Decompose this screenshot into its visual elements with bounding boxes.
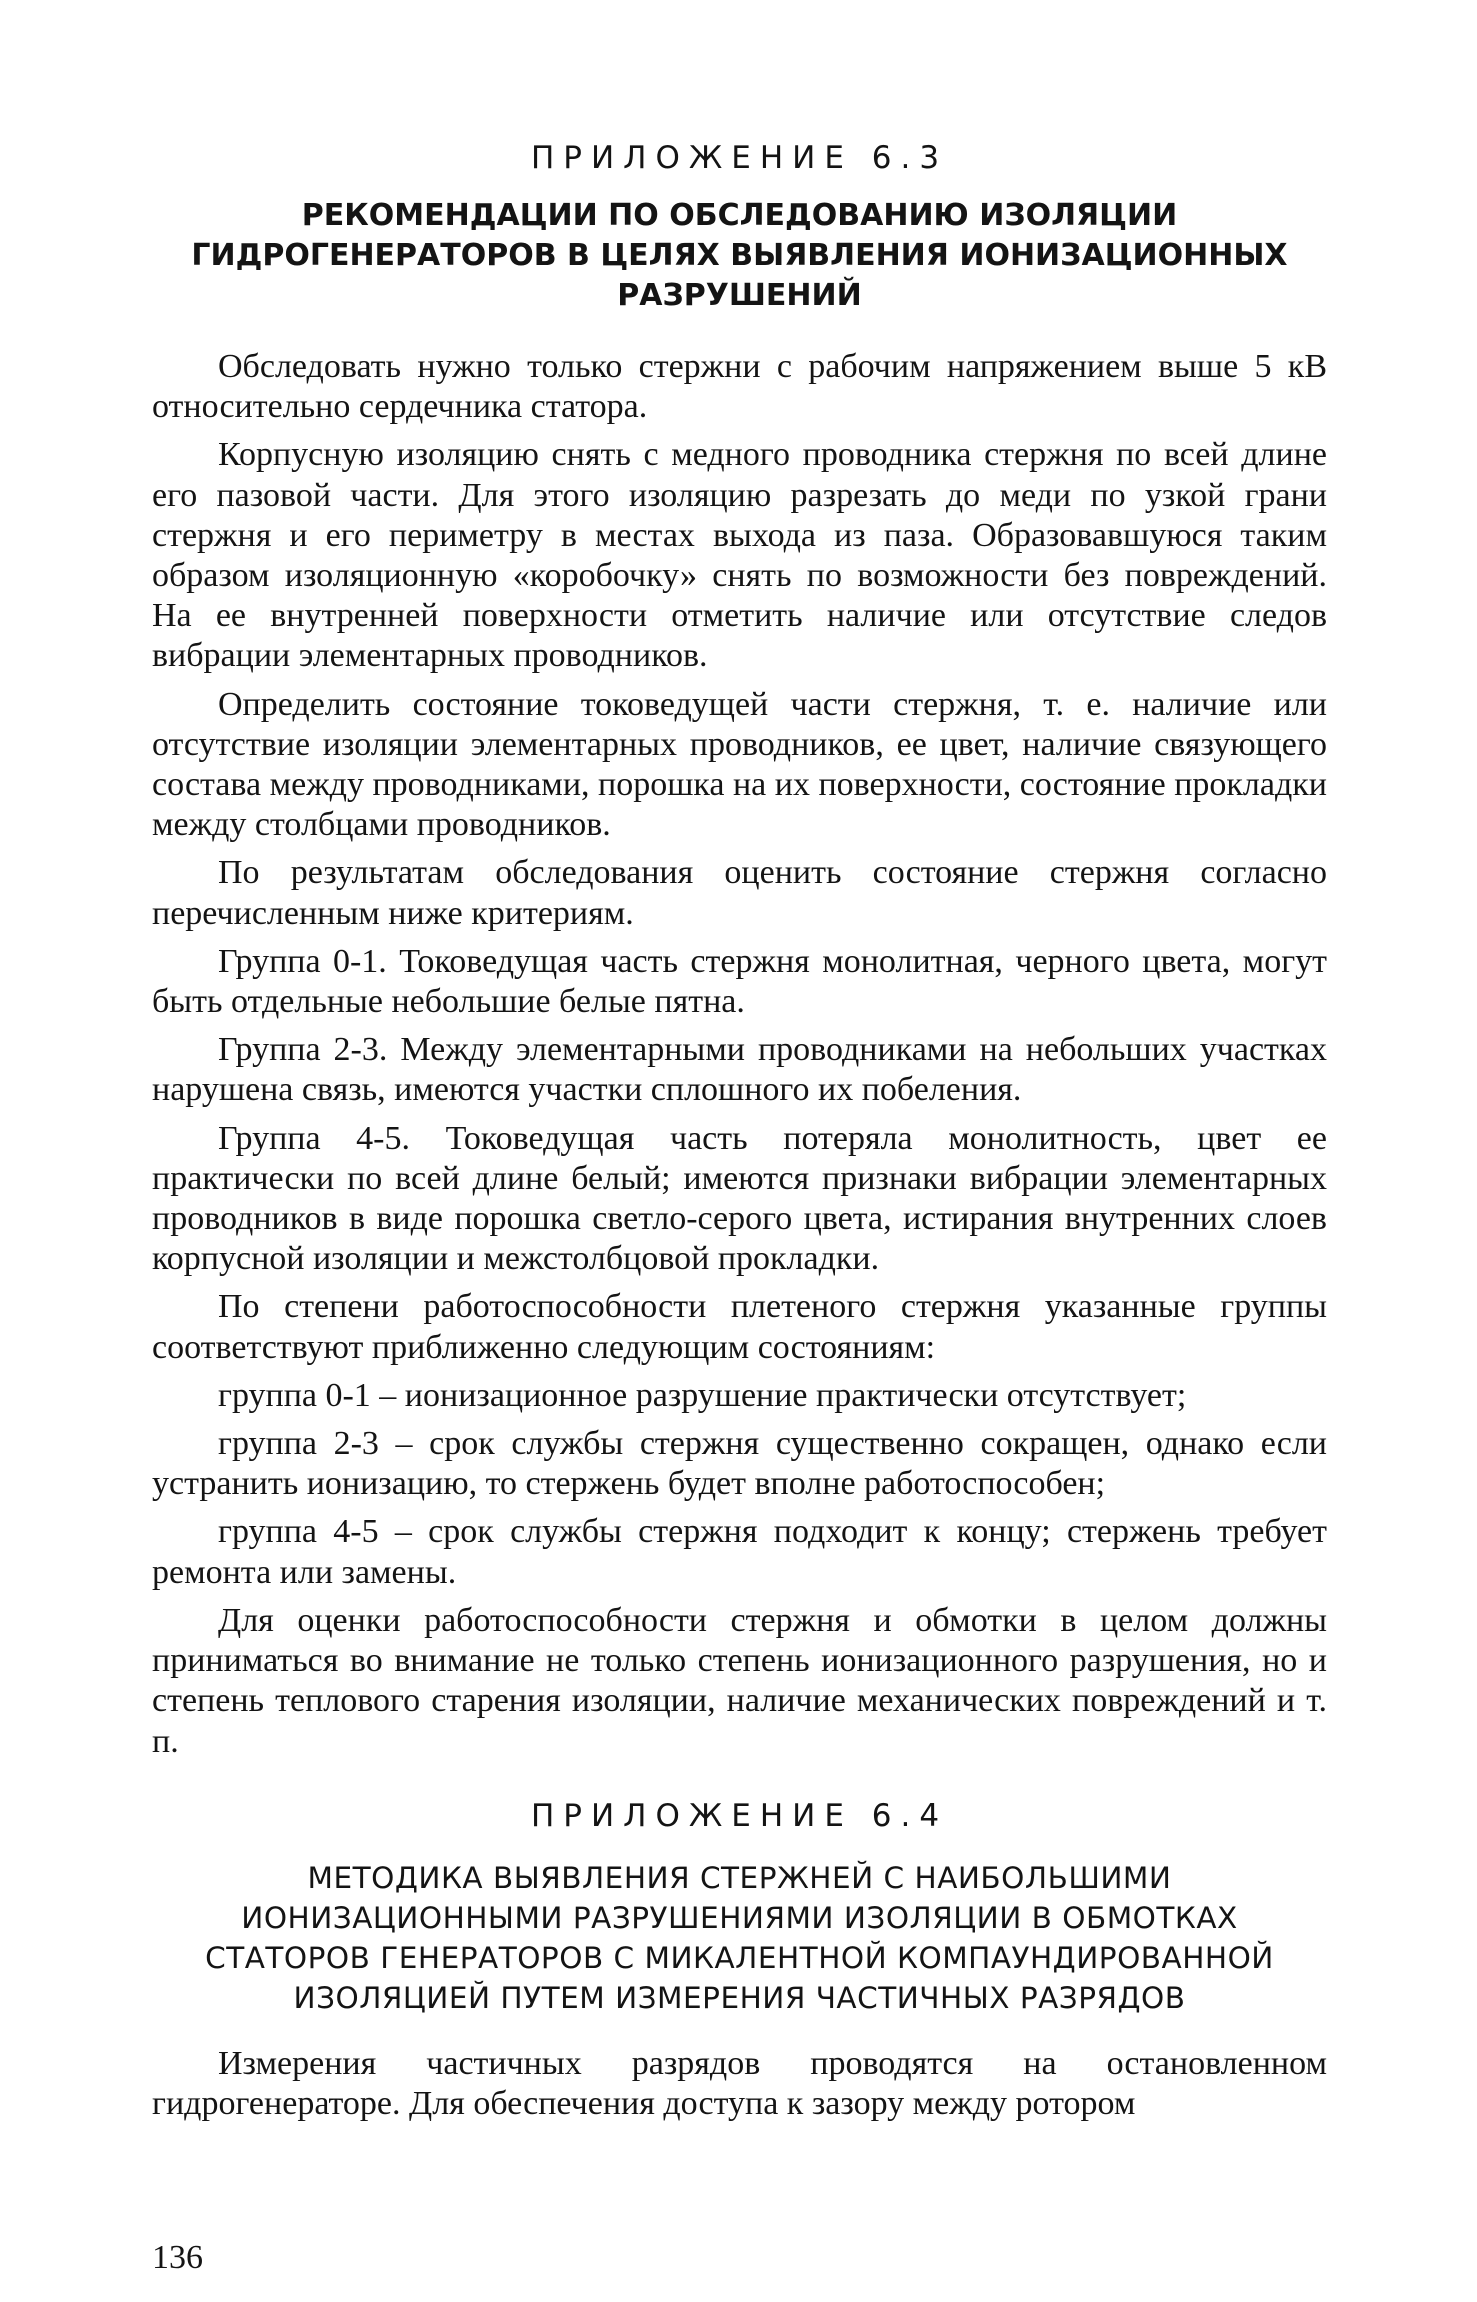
appendix-label: ПРИЛОЖЕНИЕ 6.4 bbox=[530, 1798, 949, 1834]
appendix-body bbox=[152, 347, 1327, 1770]
list-item: группа 0-1 – ионизационное разрушение практически отсутствует; bbox=[218, 1376, 1187, 1414]
paragraph: Корпусную изоляцию снять с медного проводника стержня по всей длине его пазовой части. Для этого изоляцию разрезать до меди по узкой грани стержня и его периметру в местах выхода из паза. Образовавшуюся таким образом изоляционную «коробочку» снять по возможности без повреждений. На ее внутренней поверхности отметить наличие или отсутствие следов вибрации элементарных проводников. bbox=[152, 436, 1327, 675]
title-line: ГИДРОГЕНЕРАТОРОВ В ЦЕЛЯХ ВЫЯВЛЕНИЯ ИОНИЗАЦИОННЫХ bbox=[191, 238, 1288, 273]
appendix-title bbox=[152, 196, 1327, 316]
title-line: РЕКОМЕНДАЦИИ ПО ОБСЛЕДОВАНИЮ ИЗОЛЯЦИИ bbox=[301, 198, 1178, 233]
paragraph: Группа 2-3. Между элементарными проводниками на небольших участках нарушена связь, имеются участки сплошного их побеления. bbox=[152, 1031, 1327, 1109]
title-line: СТАТОРОВ ГЕНЕРАТОРОВ С МИКАЛЕНТНОЙ КОМПАУНДИРОВАННОЙ bbox=[205, 1941, 1274, 1975]
page-number: 136 bbox=[152, 2239, 203, 2276]
title-line: РАЗРУШЕНИЙ bbox=[617, 278, 862, 313]
list-item: группа 2-3 – срок службы стержня существенно сокращен, однако если устранить ионизацию, то стержень будет вполне работоспособен; bbox=[152, 1425, 1327, 1503]
title-line: ИЗОЛЯЦИЕЙ ПУТЕМ ИЗМЕРЕНИЯ ЧАСТИЧНЫХ РАЗРЯДОВ bbox=[293, 1981, 1186, 2015]
paragraph: По степени работоспособности плетеного стержня указанные группы соответствуют приближенно следующим состояниям: bbox=[152, 1288, 1327, 1366]
paragraph: Определить состояние токоведущей части стержня, т. е. наличие или отсутствие изоляции элементарных проводников, ее цвет, наличие связующего состава между проводниками, порошка на их поверхности, состояние прокладки между столбцами проводников. bbox=[152, 685, 1327, 844]
appendix-body bbox=[152, 2044, 1327, 2132]
paragraph: Для оценки работоспособности стержня и обмотки в целом должны приниматься во внимание не только степень ионизационного разрушения, но и степень теплового старения изоляции, наличие механических повреждений и т. п. bbox=[152, 1601, 1327, 1760]
paragraph: Обследовать нужно только стержни с рабочим напряжением выше 5 кВ относительно сердечника статора. bbox=[152, 348, 1327, 426]
paragraph: Группа 0-1. Токоведущая часть стержня монолитная, черного цвета, могут быть отдельные небольшие белые пятна. bbox=[152, 942, 1327, 1021]
paragraph: По результатам обследования оценить состояние стержня согласно перечисленным ниже критериям. bbox=[152, 854, 1327, 932]
appendix-label: ПРИЛОЖЕНИЕ 6.3 bbox=[530, 140, 949, 176]
appendix-title bbox=[152, 1858, 1327, 2018]
list-item: группа 4-5 – срок службы стержня подходит к концу; стержень требует ремонта или замены. bbox=[152, 1513, 1327, 1591]
title-line: ИОНИЗАЦИОННЫМИ РАЗРУШЕНИЯМИ ИЗОЛЯЦИИ В ОБМОТКАХ bbox=[241, 1901, 1238, 1935]
title-line: МЕТОДИКА ВЫЯВЛЕНИЯ СТЕРЖНЕЙ С НАИБОЛЬШИМИ bbox=[307, 1861, 1172, 1895]
paragraph: Измерения частичных разрядов проводятся на остановленном гидрогенераторе. Для обеспечения доступа к зазору между ротором bbox=[152, 2045, 1327, 2123]
paragraph: Группа 4-5. Токоведущая часть потеряла монолитность, цвет ее практически по всей длине белый; имеются признаки вибрации элементарных проводников в виде порошка светло-серого цвета, истирания внутренних слоев корпусной изоляции и межстолбцовой прокладки. bbox=[152, 1119, 1327, 1278]
